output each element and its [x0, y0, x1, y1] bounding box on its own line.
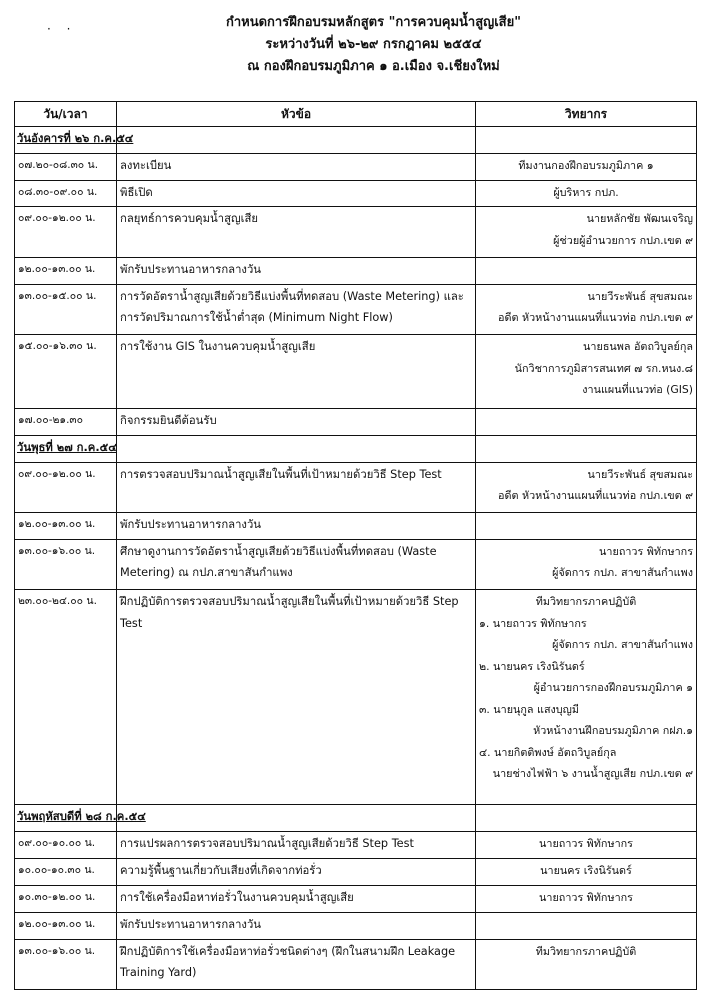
- day-heading-blank: [117, 127, 476, 154]
- day-heading-row: [15, 805, 697, 832]
- column-header-time: วัน/เวลา: [15, 102, 117, 127]
- speaker-line: ทีมวิทยากรภาคปฏิบัติ: [535, 944, 637, 958]
- session-topic: การใช้งาน GIS ในงานควบคุมน้ำสูญเสีย: [117, 335, 476, 409]
- table-row: [15, 539, 697, 589]
- speaker-line: นายถาวร พิทักษากร: [539, 890, 633, 904]
- speaker-line: นักวิชาการภูมิสารสนเทศ ๗ รก.หนง.๘: [514, 361, 693, 375]
- column-header-topic: หัวข้อ: [117, 102, 476, 127]
- speaker-line: นายถาวร พิทักษากร: [539, 837, 633, 851]
- day-heading-blank: [117, 805, 476, 832]
- document-place: ณ กองฝึกอบรมภูมิภาค ๑ อ.เมือง จ.เชียงใหม่: [247, 59, 500, 74]
- session-time: ๐๙.๐๐-๑๐.๐๐ น.: [15, 832, 117, 859]
- session-speakers: [476, 180, 697, 207]
- speaker-line: ผู้ช่วยผู้อำนวยการ กปภ.เขต ๙: [553, 233, 693, 247]
- session-time: ๑๒.๐๐-๑๓.๐๐ น.: [15, 912, 117, 939]
- speaker-line: ผู้บริหาร กปภ.: [553, 185, 619, 199]
- speaker-line: นายนคร เริงนิรันดร์: [540, 864, 632, 878]
- speaker-line: หัวหน้างานฝึกอบรมภูมิภาค กฝภ.๑: [533, 724, 693, 738]
- session-speakers: [476, 832, 697, 859]
- session-speakers: [476, 885, 697, 912]
- session-topic: การวัดอัตราน้ำสูญเสียด้วยวิธีแบ่งพื้นที่ทดสอบ (Waste Metering) และการวัดปริมาณการใช้น้ำต่ำสุด (Minimum Night Flow): [117, 284, 476, 334]
- session-topic: ฝึกปฏิบัติการตรวจสอบปริมาณน้ำสูญเสียในพื้นที่เป้าหมายด้วยวิธี Step Test: [117, 590, 476, 805]
- column-header-speaker: วิทยากร: [476, 102, 697, 127]
- day-heading-row: [15, 127, 697, 154]
- speaker-line: ผู้จัดการ กปภ. สาขาสันกำแพง: [552, 638, 693, 652]
- speaker-line: ๑. นายถาวร พิทักษากร: [479, 616, 587, 630]
- table-row: [15, 939, 697, 989]
- session-speakers: [476, 859, 697, 886]
- table-row: [15, 180, 697, 207]
- speaker-line: ทีมงานกองฝึกอบรมภูมิภาค ๑: [518, 158, 654, 172]
- session-speakers: [476, 284, 697, 334]
- speaker-line: อดีต หัวหน้างานแผนที่แนวท่อ กปภ.เขต ๙: [498, 489, 693, 503]
- session-topic: พักรับประทานอาหารกลางวัน: [117, 513, 476, 540]
- table-row: [15, 859, 697, 886]
- table-row: [15, 832, 697, 859]
- scan-marks: · ·: [47, 22, 77, 36]
- document-title: กำหนดการฝึกอบรมหลักสูตร "การควบคุมน้ำสูญเสีย": [225, 15, 522, 30]
- session-speakers: [476, 153, 697, 180]
- session-time: ๑๗.๐๐-๒๑.๓๐: [15, 408, 117, 435]
- day-heading: วันอังคารที่ ๒๖ ก.ค.๕๔: [15, 127, 117, 154]
- table-row: [15, 153, 697, 180]
- speaker-line: นายช่างไฟฟ้า ๖ งานน้ำสูญเสีย กปภ.เขต ๙: [492, 767, 693, 781]
- session-time: ๐๘.๓๐-๐๙.๐๐ น.: [15, 180, 117, 207]
- schedule-table: [14, 101, 697, 990]
- table-row: [15, 513, 697, 540]
- session-topic: พิธีเปิด: [117, 180, 476, 207]
- session-time: ๑๒.๐๐-๑๓.๐๐ น.: [15, 513, 117, 540]
- session-speakers: [476, 408, 697, 435]
- session-topic: พักรับประทานอาหารกลางวัน: [117, 257, 476, 284]
- session-speakers: [476, 207, 697, 257]
- session-speakers: [476, 513, 697, 540]
- table-row: [15, 912, 697, 939]
- table-row: [15, 590, 697, 805]
- table-row: [15, 462, 697, 512]
- speaker-line: ๒. นายนคร เริงนิรันดร์: [479, 659, 585, 673]
- session-topic: การแปรผลการตรวจสอบปริมาณน้ำสูญเสียด้วยวิธี Step Test: [117, 832, 476, 859]
- session-topic: การใช้เครื่องมือหาท่อรั่วในงานควบคุมน้ำสูญเสีย: [117, 885, 476, 912]
- table-row: [15, 284, 697, 334]
- speaker-line: นายถาวร พิทักษากร: [599, 544, 693, 558]
- session-speakers: [476, 539, 697, 589]
- session-time: ๐๙.๐๐-๑๒.๐๐ น.: [15, 207, 117, 257]
- document-header: [0, 12, 707, 78]
- session-topic: ความรู้พื้นฐานเกี่ยวกับเสียงที่เกิดจากท่อรั่ว: [117, 859, 476, 886]
- speaker-line: ผู้อำนวยการกองฝึกอบรมภูมิภาค ๑: [533, 681, 693, 695]
- session-time: ๑๐.๐๐-๑๐.๓๐ น.: [15, 859, 117, 886]
- table-row: [15, 207, 697, 257]
- speaker-line: นายธนพล อัตถวิบูลย์กุล: [583, 340, 693, 354]
- day-heading-blank: [476, 805, 697, 832]
- table-row: [15, 408, 697, 435]
- session-speakers: [476, 335, 697, 409]
- session-time: ๑๓.๐๐-๑๖.๐๐ น.: [15, 939, 117, 989]
- session-time: ๑๒.๐๐-๑๓.๐๐ น.: [15, 257, 117, 284]
- session-topic: พักรับประทานอาหารกลางวัน: [117, 912, 476, 939]
- session-time: ๒๓.๐๐-๒๔.๐๐ น.: [15, 590, 117, 805]
- session-speakers: [476, 462, 697, 512]
- speaker-line: ๓. นายนุกูล แสงบุญมี: [479, 702, 579, 716]
- session-topic: การตรวจสอบปริมาณน้ำสูญเสียในพื้นที่เป้าหมายด้วยวิธี Step Test: [117, 462, 476, 512]
- speaker-line: นายหลักชัย พัฒนเจริญ: [586, 212, 693, 226]
- session-time: ๑๓.๐๐-๑๕.๐๐ น.: [15, 284, 117, 334]
- session-time: ๑๐.๓๐-๑๒.๐๐ น.: [15, 885, 117, 912]
- session-speakers: [476, 912, 697, 939]
- table-row: [15, 885, 697, 912]
- day-heading: วันพุธที่ ๒๗ ก.ค.๕๔: [15, 435, 117, 462]
- speaker-line: ๔. นายกิตติพงษ์ อัตถวิบูลย์กุล: [479, 745, 617, 759]
- day-heading: วันพฤหัสบดีที่ ๒๘ ก.ค.๕๔: [15, 805, 117, 832]
- speaker-line: อดีต หัวหน้างานแผนที่แนวท่อ กปภ.เขต ๙: [498, 311, 693, 325]
- day-heading-blank: [476, 435, 697, 462]
- session-time: ๐๙.๐๐-๑๒.๐๐ น.: [15, 462, 117, 512]
- session-time: ๑๓.๐๐-๑๖.๐๐ น.: [15, 539, 117, 589]
- speaker-line: นายวีระพันธ์ สุขสมณะ: [587, 467, 693, 481]
- session-topic: ศึกษาดูงานการวัดอัตราน้ำสูญเสียด้วยวิธีแบ่งพื้นที่ทดสอบ (Waste Metering) ณ กปภ.สาขาสันกำแพง: [117, 539, 476, 589]
- session-topic: ฝึกปฏิบัติการใช้เครื่องมือหาท่อรั่วชนิดต่างๆ (ฝึกในสนามฝึก Leakage Training Yard): [117, 939, 476, 989]
- session-speakers: [476, 590, 697, 805]
- table-header-row: [15, 102, 697, 127]
- day-heading-blank: [476, 127, 697, 154]
- schedule-body: [15, 127, 697, 990]
- session-speakers: [476, 939, 697, 989]
- session-topic: ลงทะเบียน: [117, 153, 476, 180]
- session-topic: กิจกรรมยินดีต้อนรับ: [117, 408, 476, 435]
- speaker-line: ทีมวิทยากรภาคปฏิบัติ: [535, 595, 637, 609]
- table-row: [15, 335, 697, 409]
- session-speakers: [476, 257, 697, 284]
- speaker-line: นายวีระพันธ์ สุขสมณะ: [587, 289, 693, 303]
- day-heading-row: [15, 435, 697, 462]
- session-time: ๑๕.๐๐-๑๖.๓๐ น.: [15, 335, 117, 409]
- table-row: [15, 257, 697, 284]
- session-time: ๐๗.๒๐-๐๘.๓๐ น.: [15, 153, 117, 180]
- day-heading-blank: [117, 435, 476, 462]
- speaker-line: ผู้จัดการ กปภ. สาขาสันกำแพง: [552, 566, 693, 580]
- document-dates: ระหว่างวันที่ ๒๖-๒๙ กรกฎาคม ๒๕๕๔: [265, 37, 482, 52]
- session-topic: กลยุทธ์การควบคุมน้ำสูญเสีย: [117, 207, 476, 257]
- speaker-line: งานแผนที่แนวท่อ (GIS): [582, 383, 693, 397]
